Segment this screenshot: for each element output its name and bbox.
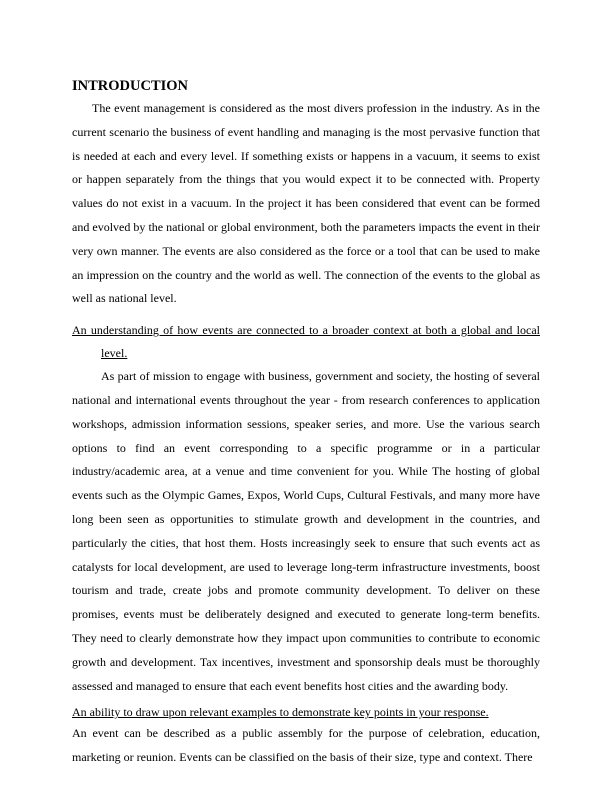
section-heading-global-local: An understanding of how events are connected to a broader context at both a global and local level. — [72, 323, 540, 360]
document-page — [72, 76, 540, 770]
page-title: INTRODUCTION — [72, 78, 189, 94]
section-heading-examples: An ability to draw upon relevant examples to demonstrate key points in your response. — [72, 705, 489, 720]
section-paragraph-global-local: As part of mission to engage with business, government and society, the hosting of several national and international events throughout the year - from research conferences to application workshops, admission information sessions, speaker series, and more. Use the various search options to find an event corresponding to a specific programme or in a particular industry/academic area, at a venue and time convenient for you. While The hosting of global events such as the Olympic Games, Expos, World Cups, Cultural Festivals, and many more have long been seen as opportunities to stimulate growth and development in the countries, and particularly the cities, that host them. Hosts increasingly seek to ensure that such events act as catalysts for local development, are used to leverage long-term infrastructure investments, boost tourism and trade, create jobs and promote community development. To deliver on these promises, events must be deliberately designed and executed to generate long-term benefits. They need to clearly demonstrate how they impact upon communities to contribute to economic growth and development. Tax incentives, investment and sponsorship deals must be thoroughly assessed and managed to ensure that each event benefits host cities and the awarding body. — [72, 369, 540, 693]
section-paragraph-examples: An event can be described as a public assembly for the purpose of celebration, education, marketing or reunion. Events can be classified on the basis of their size, type and context. There — [72, 726, 540, 765]
intro-paragraph: The event management is considered as the most divers profession in the industry. As in the current scenario the business of event handling and managing is the most pervasive function that is needed at each and every level. If something exists or happens in a vacuum, it seems to exist or happen separately from the things that you would expect it to be connected with. Property values do not exist in a vacuum. In the project it has been considered that event can be formed and evolved by the national or global environment, both the parameters impacts the event in their very own manner. The events are also considered as the force or a tool that can be used to make an impression on the country and the world as well. The connection of the events to the global as well as national level. — [72, 101, 540, 306]
